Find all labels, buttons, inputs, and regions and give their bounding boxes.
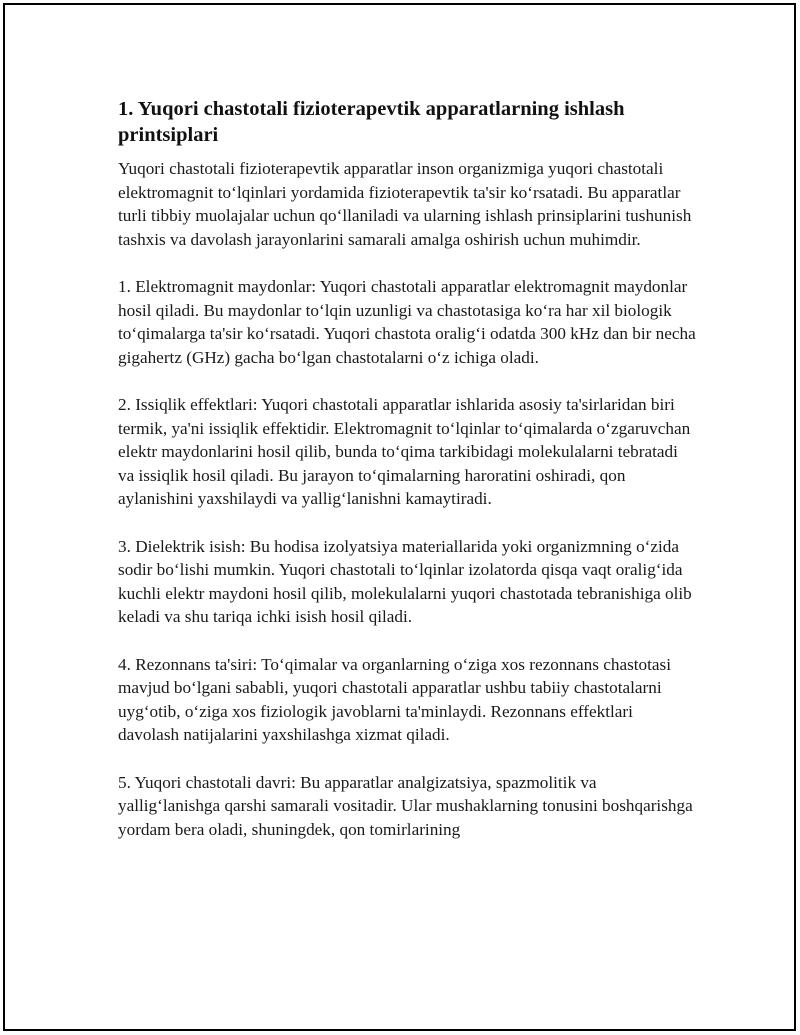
document-body [118, 96, 698, 865]
paragraph-resonance-effect: 4. Rezonnans ta'siri: To‘qimalar va organlarning o‘ziga xos rezonnans chastotasi mavjud bo‘lgani sababli, yuqori chastotali apparatlar ushbu tabiiy chastotalarni uyg‘otib, o‘ziga xos fiziologik javoblarni ta'minlaydi. Rezonnans effektlari davolash natijalarini yaxshilashga xizmat qiladi. [118, 654, 672, 744]
document-page [3, 3, 796, 1031]
paragraph-high-frequency-period: 5. Yuqori chastotali davri: Bu apparatlar analgizatsiya, spazmolitik va yallig‘lanishga qarshi samarali vositadir. Ular mushaklarning tonusini boshqarishga yordam bera oladi, shuningdek, qon tomirlarining [118, 772, 693, 839]
paragraph-electromagnetic-fields: 1. Elektromagnit maydonlar: Yuqori chastotali apparatlar elektromagnit maydonlar hosil qiladi. Bu maydonlar to‘lqin uzunligi va chastotasiga ko‘ra har xil biologik to‘qimalarga ta'sir ko‘rsatadi. Yuqori chastota oralig‘i odatda 300 kHz dan bir necha gigahertz (GHz) gacha bo‘lgan chastotalarni o‘z ichiga oladi. [118, 277, 696, 367]
paragraph-dielectric-heating: 3. Dielektrik isish: Bu hodisa izolyatsiya materiallarida yoki organizmning o‘zida sodir bo‘lishi mumkin. Yuqori chastotali to‘lqinlar izolatorda qisqa vaqt oralig‘ida kuchli elektr maydoni hosil qilib, molekulalarni yuqori chastotada tebranishiga olib keladi va shu tariqa ichki isish hosil qiladi. [118, 536, 692, 626]
paragraph-thermal-effects: 2. Issiqlik effektlari: Yuqori chastotali apparatlar ishlarida asosiy ta'sirlaridan biri termik, ya'ni issiqlik effektidir. Elektromagnit to‘lqinlar to‘qimalarda o‘zgaruvchan elektr maydonlarini hosil qilib, bunda to‘qima tarkibidagi molekulalarni tebratadi va issiqlik hosil qiladi. Bu jarayon to‘qimalarning haroratini oshiradi, qon aylanishini yaxshilaydi va yallig‘lanishni kamaytiradi. [118, 395, 691, 508]
intro-paragraph: Yuqori chastotali fizioterapevtik apparatlar inson organizmiga yuqori chastotali elektromagnit to‘lqinlari yordamida fizioterapevtik ta'sir ko‘rsatadi. Bu apparatlar turli tibbiy muolajalar uchun qo‘llaniladi va ularning ishlash prinsiplarini tushunish tashxis va davolash jarayonlarini samarali amalga oshirish uchun muhimdir. [118, 159, 692, 249]
document-title: 1. Yuqori chastotali fizioterapevtik apparatlarning ishlash printsiplari [118, 98, 625, 146]
